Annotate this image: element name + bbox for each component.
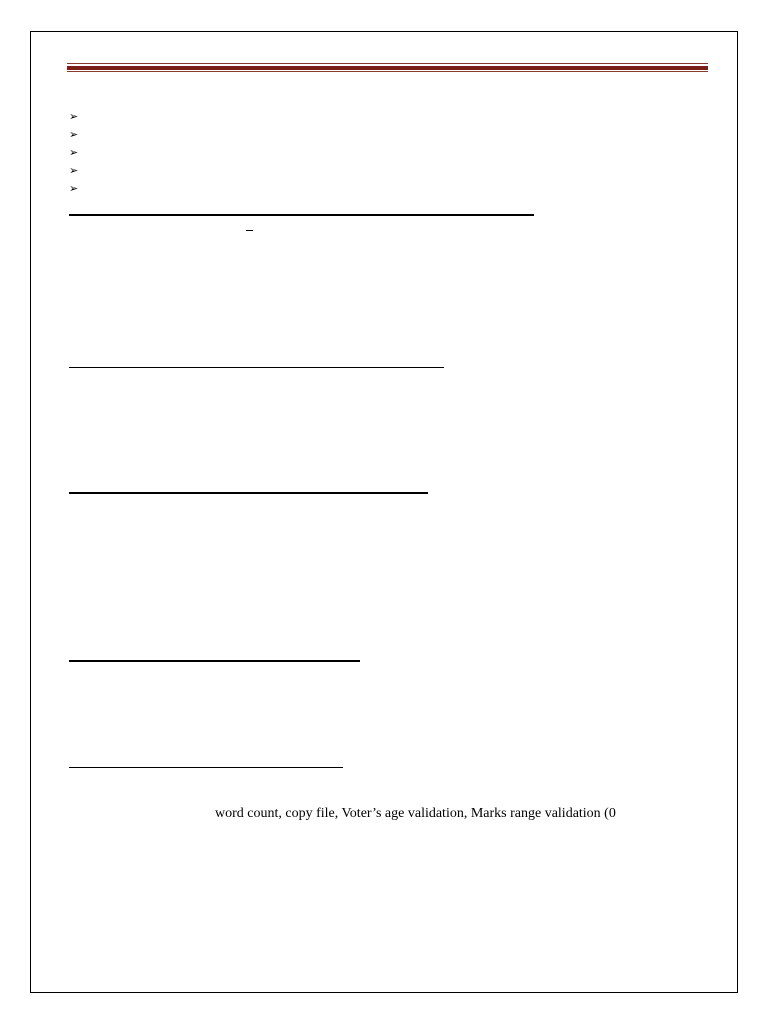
arrow-bullet-icon: ➢	[69, 128, 79, 141]
section-heading-underline	[69, 214, 534, 216]
section-heading-underline	[69, 767, 343, 768]
program-list-text: word count, copy file, Voter’s age validation, Marks range validation (0	[215, 806, 616, 821]
header-rule-main	[67, 66, 708, 70]
section-heading-underline	[69, 660, 360, 662]
arrow-bullet-icon: ➢	[69, 164, 79, 177]
page-border	[30, 31, 738, 993]
arrow-bullet-icon: ➢	[69, 146, 79, 159]
section-heading-underline	[69, 367, 444, 368]
arrow-bullet-icon: ➢	[69, 182, 79, 195]
underscore-mark	[246, 230, 253, 231]
section-heading-underline	[69, 492, 428, 494]
header-rule-bottom	[67, 71, 708, 72]
header-rule-top	[67, 63, 708, 64]
arrow-bullet-icon: ➢	[69, 110, 79, 123]
